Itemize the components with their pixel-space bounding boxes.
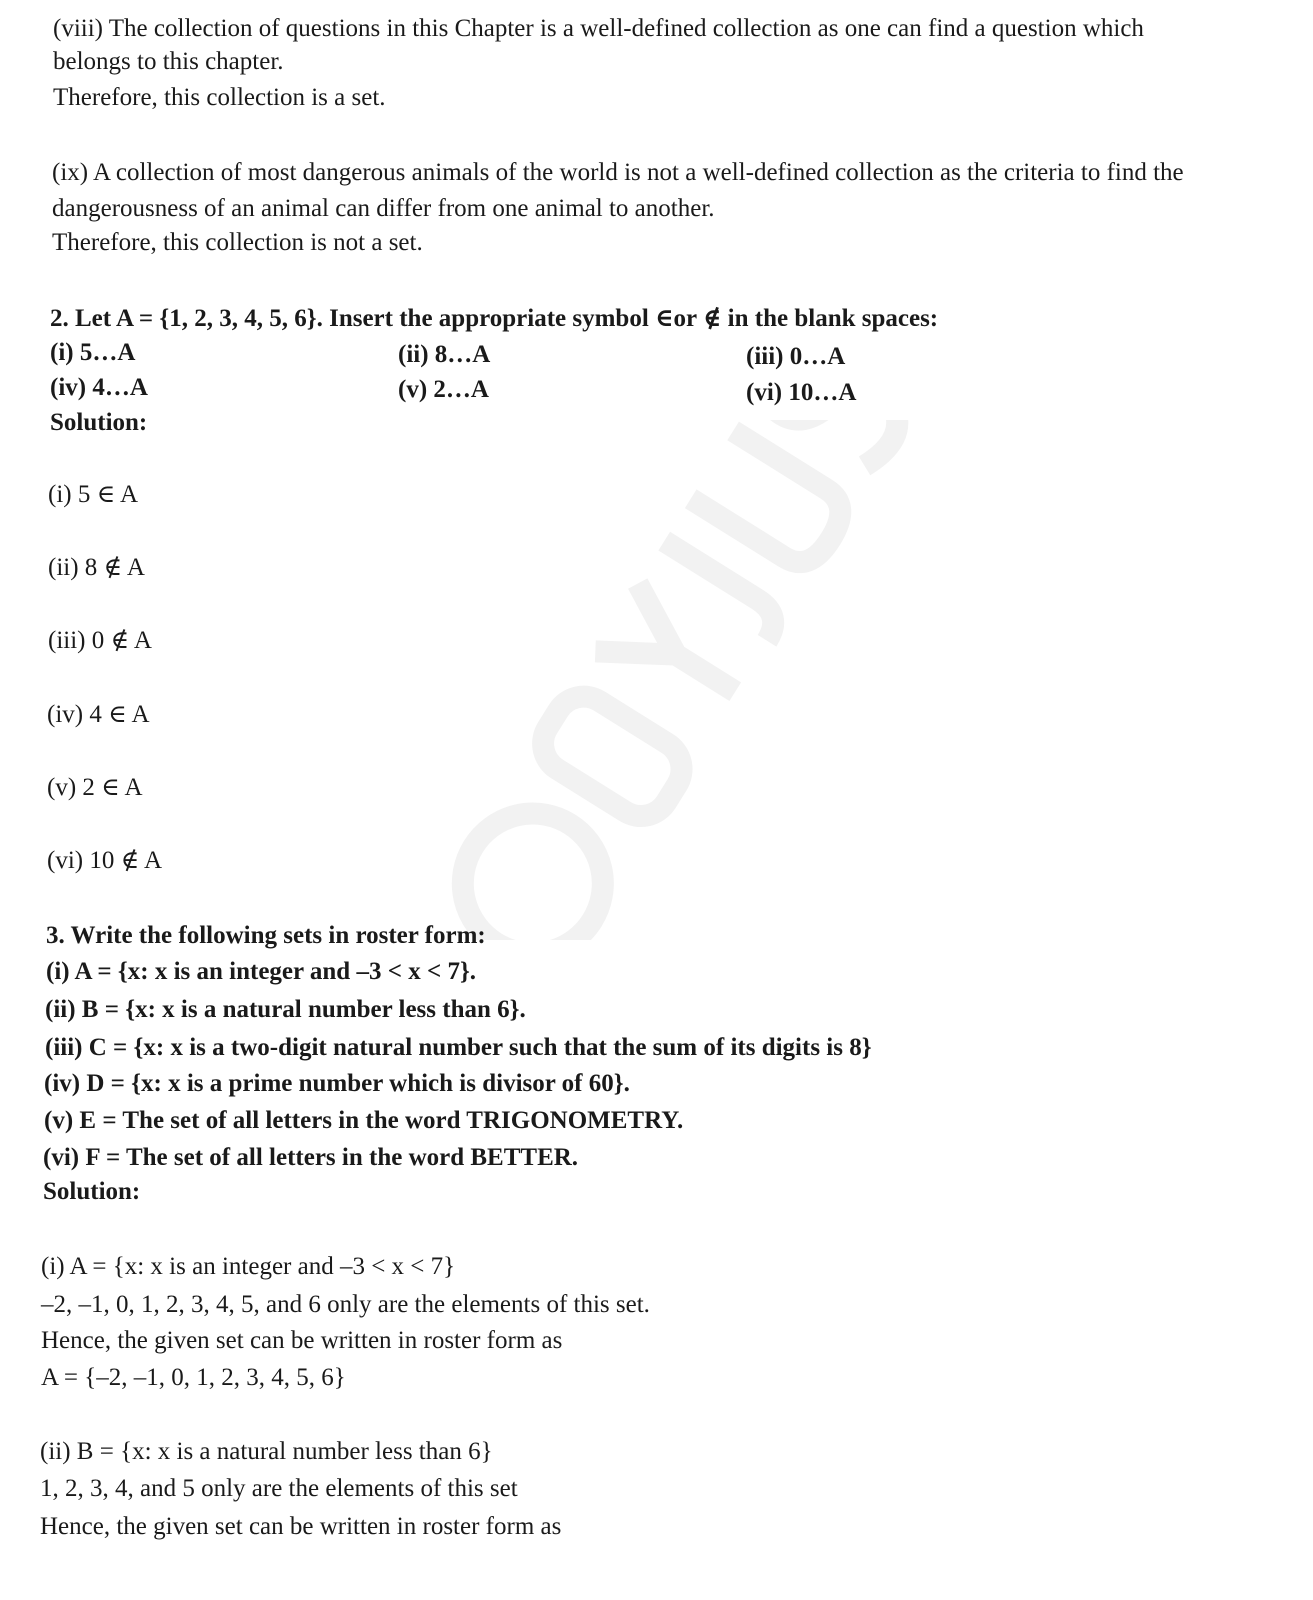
q1-viii-line1: (viii) The collection of questions in this Chapter is a well-defined collection as one can find a question which <box>53 15 1144 42</box>
q2-part: (i) 5…A <box>50 339 136 366</box>
q3-sol-i-answer: A = {–2, –1, 0, 1, 2, 3, 4, 5, 6} <box>41 1364 346 1391</box>
q3-question: 3. Write the following sets in roster form: <box>46 922 486 949</box>
q2-answer: (vi) 10 ∉ A <box>47 847 163 874</box>
q2-answer: (v) 2 ∈ A <box>47 774 143 801</box>
q3-solution-label: Solution: <box>43 1178 141 1205</box>
q3-sol-ii-line: 1, 2, 3, 4, and 5 only are the elements of this set <box>40 1475 518 1502</box>
q1-viii-conclusion: Therefore, this collection is a set. <box>53 84 386 111</box>
q3-sol-ii-line: (ii) B = {x: x is a natural number less than 6} <box>40 1438 493 1465</box>
q2-answer: (iv) 4 ∈ A <box>47 701 150 728</box>
q3-sol-i-line: –2, –1, 0, 1, 2, 3, 4, 5, and 6 only are the elements of this set. <box>41 1291 650 1318</box>
q2-part: (iii) 0…A <box>746 343 846 370</box>
q2-part: (ii) 8…A <box>398 341 491 368</box>
q1-ix-line1: (ix) A collection of most dangerous animals of the world is not a well-defined collection as the criteria to find the <box>52 159 1184 186</box>
q3-sol-ii-line: Hence, the given set can be written in roster form as <box>40 1513 562 1540</box>
q3-part: (iii) C = {x: x is a two-digit natural number such that the sum of its digits is 8} <box>45 1034 872 1061</box>
q3-part: (ii) B = {x: x is a natural number less than 6}. <box>45 996 526 1023</box>
q1-ix-line2: dangerousness of an animal can differ from one animal to another. <box>52 195 715 222</box>
q1-ix-conclusion: Therefore, this collection is not a set. <box>52 229 423 256</box>
q3-part: (vi) F = The set of all letters in the word BETTER. <box>43 1144 579 1171</box>
q2-question: 2. Let A = {1, 2, 3, 4, 5, 6}. Insert the appropriate symbol ∈or ∉ in the blank spaces: <box>50 305 939 332</box>
q3-part: (i) A = {x: x is an integer and –3 < x < 7}. <box>46 958 477 985</box>
q3-sol-i-line: Hence, the given set can be written in roster form as <box>41 1327 563 1354</box>
q2-part: (iv) 4…A <box>50 374 148 401</box>
q2-solution-label: Solution: <box>50 409 148 436</box>
byjus-watermark-icon <box>300 420 1020 940</box>
q2-part: (v) 2…A <box>398 376 489 403</box>
q2-part: (vi) 10…A <box>746 379 857 406</box>
q3-part: (iv) D = {x: x is a prime number which is divisor of 60}. <box>44 1070 630 1097</box>
q1-viii-line2: belongs to this chapter. <box>53 48 284 75</box>
q2-answer: (iii) 0 ∉ A <box>48 627 152 654</box>
q2-answer: (ii) 8 ∉ A <box>48 554 145 581</box>
q2-answer: (i) 5 ∈ A <box>48 481 139 508</box>
q3-part: (v) E = The set of all letters in the word TRIGONOMETRY. <box>44 1107 684 1134</box>
q3-sol-i-line: (i) A = {x: x is an integer and –3 < x < 7} <box>41 1253 456 1280</box>
